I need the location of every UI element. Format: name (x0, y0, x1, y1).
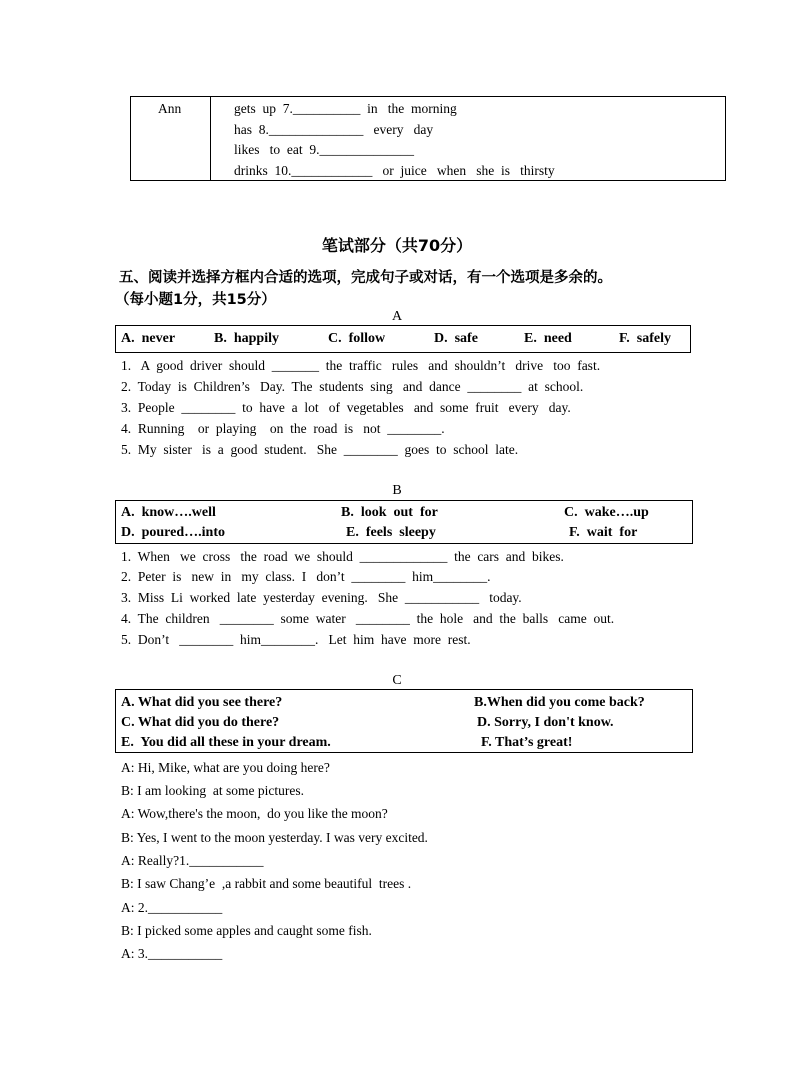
part-b-question: 3. Miss Li worked late yesterday evening. She ___________ today. (121, 590, 522, 605)
dialogue-line: A: 2.___________ (121, 900, 223, 915)
part-b-option: B. look out for (341, 505, 438, 520)
ann-table-divider (210, 96, 211, 181)
part-b-question: 5. Don’t ________ him________. Let him have more rest. (121, 632, 471, 647)
part-a-label: A (391, 309, 403, 324)
part-a-question: 5. My sister is a good student. She ________ goes to school late. (121, 442, 519, 457)
section5-heading: 五、阅读并选择方框内合适的选项，完成句子或对话，有一个选项是多余的。 (119, 270, 612, 286)
dialogue-line: B: I saw Chang’e ,a rabbit and some beautiful trees . (121, 876, 412, 891)
part-b-label: B (392, 483, 402, 498)
part-b-question: 1. When we cross the road we should _____________ the cars and bikes. (121, 549, 564, 564)
part-b-question: 4. The children ________ some water ________ the hole and the balls came out. (121, 611, 615, 626)
ann-row: likes to eat 9.______________ (234, 142, 414, 157)
part-a-question: 3. People ________ to have a lot of vegetables and some fruit every day. (121, 400, 571, 415)
written-part-title: 笔试部分（共70分） (321, 236, 473, 255)
part-a-options-box (115, 325, 691, 353)
ann-name: Ann (158, 101, 182, 116)
part-a-option: F. safely (619, 331, 671, 346)
dialogue-line: A: Really?1.___________ (121, 853, 264, 868)
part-b-option: C. wake….up (564, 505, 649, 520)
part-c-label: C (392, 673, 402, 688)
section5-subheading: （每小题1分，共15分） (115, 292, 276, 308)
dialogue-line: A: Hi, Mike, what are you doing here? (121, 760, 330, 775)
dialogue-line: A: Wow,there's the moon, do you like the moon? (121, 806, 388, 821)
part-a-question: 4. Running or playing on the road is not ________. (121, 421, 445, 436)
part-b-option: A. know….well (121, 505, 216, 520)
part-c-option: B.When did you come back? (474, 695, 645, 710)
part-b-option: D. poured….into (121, 525, 225, 540)
part-c-option: E. You did all these in your dream. (121, 735, 331, 750)
dialogue-line: B: I am looking at some pictures. (121, 783, 304, 798)
ann-row: gets up 7.__________ in the morning (234, 101, 457, 116)
part-c-option: F. That’s great! (481, 735, 573, 750)
part-a-question: 1. A good driver should _______ the traffic rules and shouldn’t drive too fast. (121, 358, 601, 373)
dialogue-line: B: Yes, I went to the moon yesterday. I was very excited. (121, 830, 428, 845)
part-b-question: 2. Peter is new in my class. I don’t ________ him________. (121, 569, 491, 584)
part-a-option: E. need (524, 331, 572, 346)
part-c-option: C. What did you do there? (121, 715, 280, 730)
dialogue-line: A: 3.___________ (121, 946, 223, 961)
part-c-option: D. Sorry, I don't know. (477, 715, 614, 730)
part-a-option: D. safe (434, 331, 478, 346)
part-c-option: A. What did you see there? (121, 695, 283, 710)
part-a-question: 2. Today is Children’s Day. The students sing and dance ________ at school. (121, 379, 584, 394)
dialogue-line: B: I picked some apples and caught some fish. (121, 923, 372, 938)
part-b-option: F. wait for (569, 525, 638, 540)
part-a-option: B. happily (214, 331, 279, 346)
part-a-option: A. never (121, 331, 176, 346)
ann-row: drinks 10.____________ or juice when she is thirsty (234, 163, 555, 178)
part-a-option: C. follow (328, 331, 386, 346)
ann-row: has 8.______________ every day (234, 122, 434, 137)
part-b-option: E. feels sleepy (346, 525, 436, 540)
